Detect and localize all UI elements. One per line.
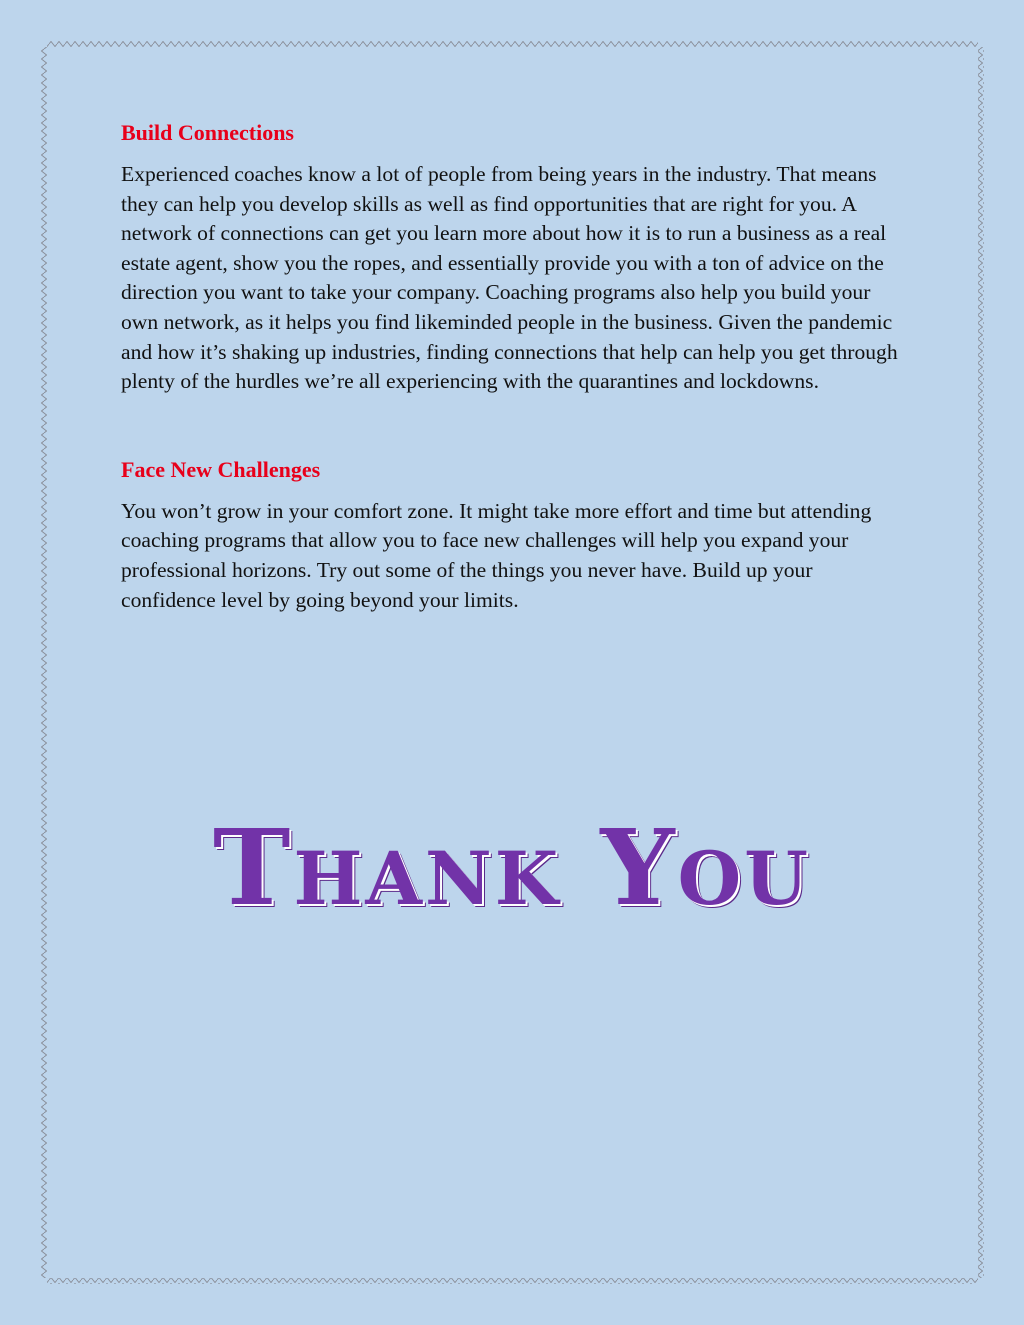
thank-you-title: Thank You: [213, 806, 811, 929]
page-content: [121, 118, 911, 615]
section-face-new-challenges: [121, 455, 911, 615]
section-body: You won’t grow in your comfort zone. It might take more effort and time but attending coaching programs that allow you to face new challenges will help you expand your professional horizons. Try out some of the things you never have. Build up your confidence level by going beyond your limits.: [121, 498, 872, 612]
section-body: Experienced coaches know a lot of people from being years in the industry. That means they can help you develop skills as well as find opportunities that are right for you. A network of connections can get you learn more about how it is to run a business as a real estate agent, show you the ropes, and essentially provide you with a ton of advice on the direction you want to take your company. Coaching programs also help you build your own network, as it helps you find likeminded people in the business. Given the pandemic and how it’s shaking up industries, finding connections that help can help you get through plenty of the hurdles we’re all experiencing with the quarantines and lockdowns.: [121, 162, 898, 394]
section-build-connections: [121, 118, 911, 397]
section-heading: Build Connections: [121, 120, 294, 145]
section-heading: Face New Challenges: [121, 456, 321, 482]
